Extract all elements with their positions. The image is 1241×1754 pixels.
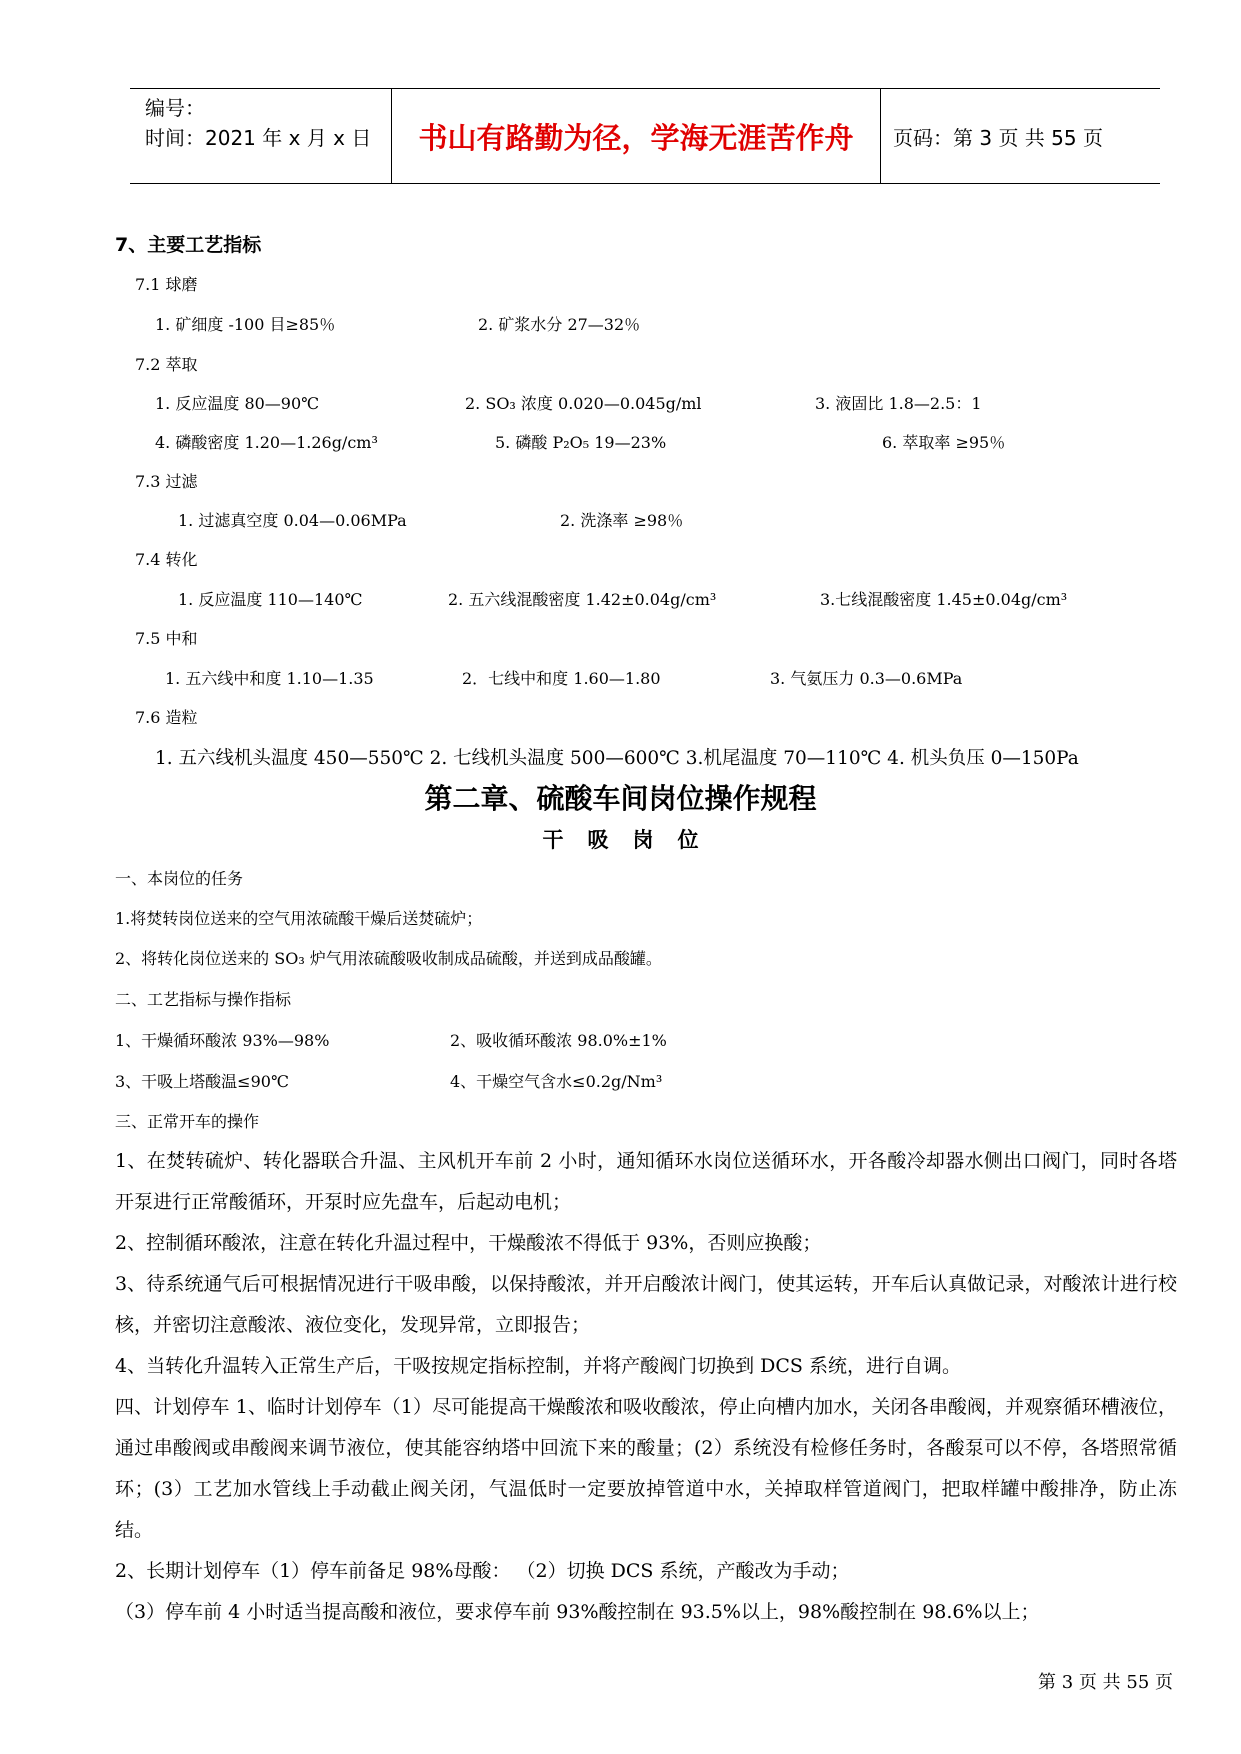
sub-7-2-title: 7.2 萃取 xyxy=(135,355,198,374)
text-line: 2、将转化岗位送来的 SO₃ 炉气用浓硫酸吸收制成品硫酸，并送到成品酸罐。 xyxy=(115,949,662,968)
sub-7-1-title: 7.1 球磨 xyxy=(135,275,198,294)
item: 1. 过滤真空度 0.04—0.06MPa xyxy=(178,511,407,530)
post-title: 干吸岗位 xyxy=(542,828,723,852)
section-7-title: 7、主要工艺指标 xyxy=(115,234,262,256)
item: 2. 矿浆水分 27—32％ xyxy=(478,315,641,334)
sub-7-3-title: 7.3 过滤 xyxy=(135,472,198,491)
text-line: 1、干燥循环酸浓 93%—98% xyxy=(115,1031,330,1050)
page-info: 页码：第 3 页 共 55 页 xyxy=(893,125,1103,150)
heading-indicators: 二、工艺指标与操作指标 xyxy=(115,990,292,1009)
page-footer: 第 3 页 共 55 页 xyxy=(1038,1672,1173,1693)
item: 1. 五六线机头温度 450—550℃ 2. 七线机头温度 500—600℃ 3.机尾温度 70—110℃ 4. 机头负压 0—150Pa xyxy=(155,748,1079,769)
item: 5. 磷酸 P₂O₅ 19—23% xyxy=(495,433,667,452)
heading-startup: 三、正常开车的操作 xyxy=(115,1112,260,1131)
item: 1. 反应温度 80—90℃ xyxy=(155,394,320,413)
item: 2．七线中和度 1.60—1.80 xyxy=(462,669,661,688)
paragraph: （3）停车前 4 小时适当提高酸和液位，要求停车前 93%酸控制在 93.5%以上，98%酸控制在 98.6%以上； xyxy=(115,1601,1040,1623)
paragraph: 4、当转化升温转入正常生产后，干吸按规定指标控制，并将产酸阀门切换到 DCS 系统，进行自调。 xyxy=(115,1355,961,1377)
item: 2. 洗涤率 ≥98％ xyxy=(560,511,684,530)
document-header xyxy=(130,88,1160,184)
sub-7-6-title: 7.6 造粒 xyxy=(135,708,198,727)
paragraph: 2、长期计划停车（1）停车前备足 98%母酸： （2）切换 DCS 系统，产酸改为手动； xyxy=(115,1560,850,1582)
paragraph: 2、控制循环酸浓，注意在转化升温过程中，干燥酸浓不得低于 93%，否则应换酸； xyxy=(115,1232,822,1254)
motto: 书山有路勤为径，学海无涯苦作舟 xyxy=(392,89,881,183)
paragraph: 1、在焚转硫炉、转化器联合升温、主风机开车前 2 小时，通知循环水岗位送循环水，开各酸冷却器水侧出口阀门，同时各塔开泵进行正常酸循环，开泵时应先盘车，后起动电机； xyxy=(115,1150,1177,1213)
item: 2. SO₃ 浓度 0.020—0.045g/ml xyxy=(465,394,702,413)
paragraph: 3、待系统通气后可根据情况进行干吸串酸，以保持酸浓，并开启酸浓计阀门，使其运转，开车后认真做记录，对酸浓计进行校核，并密切注意酸浓、液位变化，发现异常，立即报告； xyxy=(115,1273,1177,1336)
item: 1. 反应温度 110—140℃ xyxy=(178,590,363,609)
item: 2. 五六线混酸密度 1.42±0.04g/cm³ xyxy=(448,590,717,609)
item: 3.七线混酸密度 1.45±0.04g/cm³ xyxy=(820,590,1068,609)
item: 4. 磷酸密度 1.20—1.26g/cm³ xyxy=(155,433,378,452)
item: 1. 矿细度 -100 目≥85％ xyxy=(155,315,336,334)
item: 3. 液固比 1.8—2.5：1 xyxy=(815,394,982,413)
text-line: 2、吸收循环酸浓 98.0%±1% xyxy=(450,1031,667,1050)
paragraph: 四、计划停车 1、临时计划停车（1）尽可能提高干燥酸浓和吸收酸浓，停止向槽内加水，关闭各串酸阀，并观察循环槽液位，通过串酸阀或串酸阀来调节液位，使其能容纳塔中回流下来的酸量；(2）系统没有检修任务时，各酸泵可以不停，各塔照常循环；(3）工艺加水管线上手动截止阀关闭，气温低时一定要放掉管道中水，关掉取样管道阀门，把取样罐中酸排净，防止冻结。 xyxy=(115,1396,1177,1541)
sub-7-4-title: 7.4 转化 xyxy=(135,550,198,569)
heading-task: 一、本岗位的任务 xyxy=(115,869,244,888)
item: 3. 气氨压力 0.3—0.6MPa xyxy=(770,669,963,688)
header-meta xyxy=(130,89,392,183)
text-line: 1.将焚转岗位送来的空气用浓硫酸干燥后送焚硫炉； xyxy=(115,909,483,928)
item: 6. 萃取率 ≥95％ xyxy=(882,433,1006,452)
item: 1. 五六线中和度 1.10—1.35 xyxy=(165,669,374,688)
text-line: 4、干燥空气含水≤0.2g/Nm³ xyxy=(450,1072,663,1091)
text-line: 3、干吸上塔酸温≤90℃ xyxy=(115,1072,289,1091)
code-label: 编号： xyxy=(145,96,205,120)
sub-7-5-title: 7.5 中和 xyxy=(135,629,198,648)
chapter-title: 第二章、硫酸车间岗位操作规程 xyxy=(424,782,817,815)
time-label: 时间：2021 年 x 月 x 日 xyxy=(145,126,372,150)
